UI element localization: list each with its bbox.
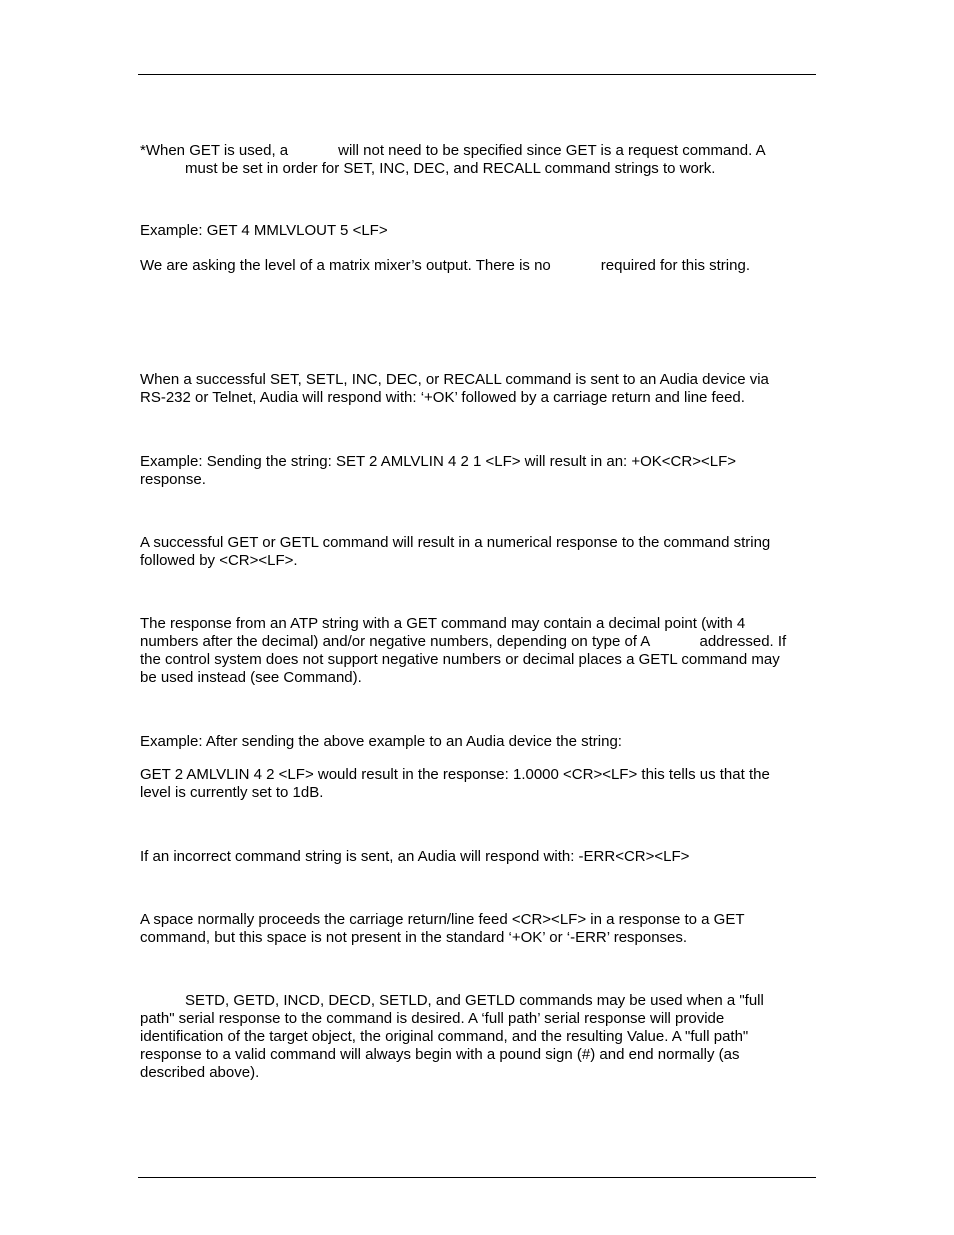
incorrect-text: If an incorrect command string is sent, an Audia will respond with: -ERR<CR><LF> xyxy=(140,848,690,865)
full-path-paragraph xyxy=(140,992,818,1082)
asking-level-text: We are asking the level of a matrix mixer’s output. There is no required for this string. xyxy=(140,257,750,274)
success-get-line-2: followed by <CR><LF>. xyxy=(140,552,298,569)
full-path-line-2: path" serial response to the command is desired. A ‘full path’ serial response will provide xyxy=(140,1010,725,1027)
atp-response-line-1: The response from an ATP string with a GET command may contain a decimal point (with 4 xyxy=(140,615,746,632)
success-get-line-1: A successful GET or GETL command will result in a numerical response to the command string xyxy=(140,534,771,551)
get-note-line-1: *When GET is used, a will not need to be specified since GET is a request command. A xyxy=(140,142,766,159)
get-note-paragraph xyxy=(140,142,818,178)
example-set-line-2: response. xyxy=(140,471,206,488)
incorrect-paragraph xyxy=(140,848,818,866)
atp-response-line-2: numbers after the decimal) and/or negative numbers, depending on type of A addressed. If xyxy=(140,633,787,650)
success-set-line-2: RS-232 or Telnet, Audia will respond with: ‘+OK’ followed by a carriage return and line feed. xyxy=(140,389,745,406)
success-set-paragraph xyxy=(140,371,818,407)
example-after-paragraph xyxy=(140,733,818,751)
get-response-line-1: GET 2 AMLVLIN 4 2 <LF> would result in the response: 1.0000 <CR><LF> this tells us that the xyxy=(140,766,770,783)
asking-level-paragraph xyxy=(140,257,818,275)
example-set-line-1: Example: Sending the string: SET 2 AMLVLIN 4 2 1 <LF> will result in an: +OK<CR><LF> xyxy=(140,453,737,470)
get-response-paragraph xyxy=(140,766,818,802)
success-get-paragraph xyxy=(140,534,818,570)
header-rule xyxy=(138,74,816,75)
example-get-text: Example: GET 4 MMLVLOUT 5 <LF> xyxy=(140,222,388,239)
atp-response-line-3: the control system does not support negative numbers or decimal places a GETL command may xyxy=(140,651,780,668)
full-path-line-4: response to a valid command will always begin with a pound sign (#) and end normally (as xyxy=(140,1046,740,1063)
footer-rule xyxy=(138,1177,816,1178)
success-set-line-1: When a successful SET, SETL, INC, DEC, or RECALL command is sent to an Audia device via xyxy=(140,371,769,388)
full-path-line-3: identification of the target object, the original command, and the resulting Value. A "full path" xyxy=(140,1028,749,1045)
example-get-paragraph xyxy=(140,222,818,240)
atp-response-paragraph xyxy=(140,615,818,687)
full-path-line-1: SETD, GETD, INCD, DECD, SETLD, and GETLD commands may be used when a "full xyxy=(185,992,764,1009)
space-note-line-1: A space normally proceeds the carriage return/line feed <CR><LF> in a response to a GET xyxy=(140,911,745,928)
example-set-paragraph xyxy=(140,453,818,489)
space-note-paragraph xyxy=(140,911,818,947)
get-response-line-2: level is currently set to 1dB. xyxy=(140,784,324,801)
get-note-line-2: must be set in order for SET, INC, DEC, and RECALL command strings to work. xyxy=(185,160,716,177)
example-after-text: Example: After sending the above example to an Audia device the string: xyxy=(140,733,622,750)
atp-response-line-4: be used instead (see Command). xyxy=(140,669,362,686)
full-path-line-5: described above). xyxy=(140,1064,260,1081)
space-note-line-2: command, but this space is not present in the standard ‘+OK’ or ‘-ERR’ responses. xyxy=(140,929,688,946)
